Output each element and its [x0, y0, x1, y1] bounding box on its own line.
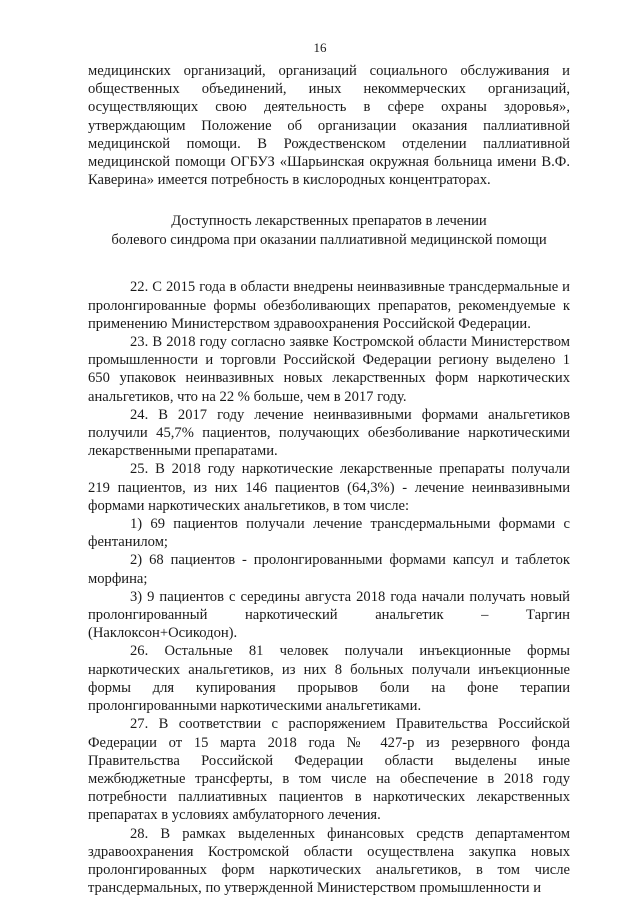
- paragraph-23: 23. В 2018 году согласно заявке Костромской области Министерством промышленности и торговли Российской Федерации региону выделено 1 650 упаковок неинвазивных новых лекарственных форм наркотических анальгетиков, что на 22 % больше, чем в 2017 году.: [88, 334, 570, 405]
- list-item-3: 3) 9 пациентов с середины августа 2018 года начали получать новый пролонгированный наркотический анальгетик – Таргин (Наклоксон+Осикодон).: [88, 588, 570, 642]
- paragraph-24: 24. В 2017 году лечение неинвазивными формами анальгетиков получили 45,7% пациентов, получающих обезболивание наркотическими лекарственными препаратами.: [88, 406, 570, 460]
- intro-paragraph: медицинских организаций, организаций социального обслуживания и общественных объединений, иных некоммерческих организаций, осуществляющих свою деятельность в сфере охраны здоровья», утверждающим Положение об организации оказания паллиативной медицинской помощи. В Рождественском отделении паллиативной медицинской помощи ОГБУЗ «Шарьинская окружная больница имени В.Ф. Каверина» имеется потребность в кислородных концентраторах.: [88, 63, 570, 189]
- section-heading: [88, 212, 570, 250]
- paragraph-22: 22. С 2015 года в области внедрены неинвазивные трансдермальные и пролонгированные формы обезболивающих препаратов, рекомендуемые к применению Министерством здравоохранения Российской Федерации.: [88, 279, 570, 332]
- paragraph-27: 27. В соответствии с распоряжением Правительства Российской Федерации от 15 марта 2018 года № 427-р из резервного фонда Правительства Российской Федерации области выделены иные межбюджетные трансферты, в том числе на обеспечение в 2018 году потребности паллиативных пациентов в наркотических лекарственных препаратах в условиях амбулаторного лечения.: [88, 716, 570, 824]
- page-number: 16: [313, 40, 327, 55]
- paragraph-25: 25. В 2018 году наркотические лекарственные препараты получали 219 пациентов, из них 146 пациентов (64,3%) - лечение неинвазивными формами наркотических анальгетиков, в том числе:: [88, 461, 570, 514]
- paragraph-26: 26. Остальные 81 человек получали инъекционные формы наркотических анальгетиков, из них 8 больных получали инъекционные формы для купирования прорывов боли на фоне терапии пролонгированными наркотическими анальгетиками.: [88, 643, 570, 715]
- document-body: [88, 62, 570, 897]
- paragraph-28: 28. В рамках выделенных финансовых средств департаментом здравоохранения Костромской области осуществлена закупка новых пролонгированных форм наркотических анальгетиков, в том числе трансдермальных, по утвержденной Министерством промышленности и: [88, 825, 570, 897]
- list-item-2: 2) 68 пациентов - пролонгированными формами капсул и таблеток морфина;: [88, 552, 570, 587]
- list-item-1: 1) 69 пациентов получали лечение трансдермальными формами с фентанилом;: [88, 516, 570, 551]
- section-heading-line-1: Доступность лекарственных препаратов в лечении: [171, 213, 487, 230]
- section-heading-line-2: болевого синдрома при оказании паллиативной медицинской помощи: [111, 232, 547, 249]
